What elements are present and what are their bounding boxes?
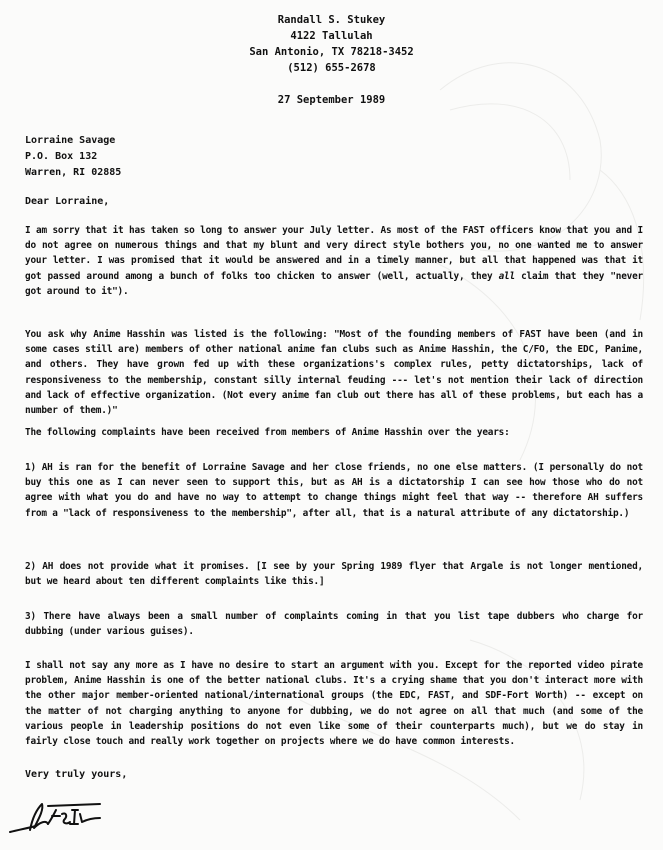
sender-name: Randall S. Stukey: [277, 14, 386, 26]
complaint-item-1: 1) AH is ran for the benefit of Lorraine Savage and her close friends, no one else matters. (I personally do not buy this one as I can never seen to support this, but as AH is a dictatorship I can see how those who do not agree with what you do and have no way to attempt to change things might feel that way -- therefore AH suffers from a "lack of responsiveness to the membership", after all, that is a natural attribute of any dictatorship.): [25, 462, 643, 519]
paragraph-conclusion: I shall not say any more as I have no desire to start an argument with you. Except for the reported video pirate problem, Anime Hasshin is one of the better national clubs. It's a crying shame that you don't interact more with the other major member-oriented national/international groups (the EDC, FAST, and SDF-Fort Worth) -- except on the matter of not charging anything to anyone for dubbing, we do not agree on all that much (and some of the various people in leadership positions do not even like some of their counterparts much), but we do stay in fairly close touch and really work together on projects where we do have common interests.: [25, 660, 643, 748]
complaint-item-3: 3) There have always been a small number of complaints coming in that you list tape dubbers who charge for dubbing (under various guises).: [25, 611, 643, 638]
recipient-city: Warren, RI 02885: [25, 167, 122, 178]
paragraph-apology: [25, 223, 643, 299]
paragraph-text: claim that they "never got around to it").: [25, 270, 644, 297]
paragraph-text: I am sorry that it has taken so long to answer your July letter. As most of the FAST officers know that you and I do not agree on numerous things and that my blunt and very direct style bothers you, no one wanted me to answer your letter. I was promised that it would be answered and in a timely manner, but all that happened was that it got passed around among a bunch of folks too chicken to answer (well, actually, they: [25, 225, 643, 282]
recipient-box: P.O. Box 132: [25, 151, 98, 162]
paragraph-complaints-intro: The following complaints have been received from members of Anime Hasshin over the years:: [25, 427, 510, 438]
letterhead: [0, 12, 663, 108]
recipient-address: [25, 133, 121, 181]
sender-city: San Antonio, TX 78218-3452: [249, 46, 414, 58]
sender-phone: (512) 655-2678: [287, 62, 376, 74]
signature-icon: [8, 800, 103, 836]
recipient-name: Lorraine Savage: [25, 135, 116, 146]
complaint-item-2: 2) AH does not provide what it promises. [I see by your Spring 1989 flyer that Argale is not longer mentioned, but we heard about ten different complaints like this.]: [25, 561, 643, 588]
closing: Very truly yours,: [25, 769, 128, 780]
emphasis-text: all: [498, 270, 515, 282]
salutation: Dear Lorraine,: [25, 196, 110, 207]
letter-date: 27 September 1989: [277, 94, 386, 106]
paragraph-quote: You ask why Anime Hasshin was listed is the following: "Most of the founding members of FAST have been (and in some cases still are) members of other national anime fan clubs such as Anime Hasshin, the C/FO, the EDC, Panime, and others. They have grown fed up with these organizations's complex rules, petty dictatorships, lack of responsiveness to the membership, constant silly internal feuding --- let's not mention their lack of direction and lack of effective organization. (Not every anime fan club out there has all of these problems, but each has a number of them.)": [25, 329, 643, 417]
sender-street: 4122 Tallulah: [290, 30, 373, 42]
